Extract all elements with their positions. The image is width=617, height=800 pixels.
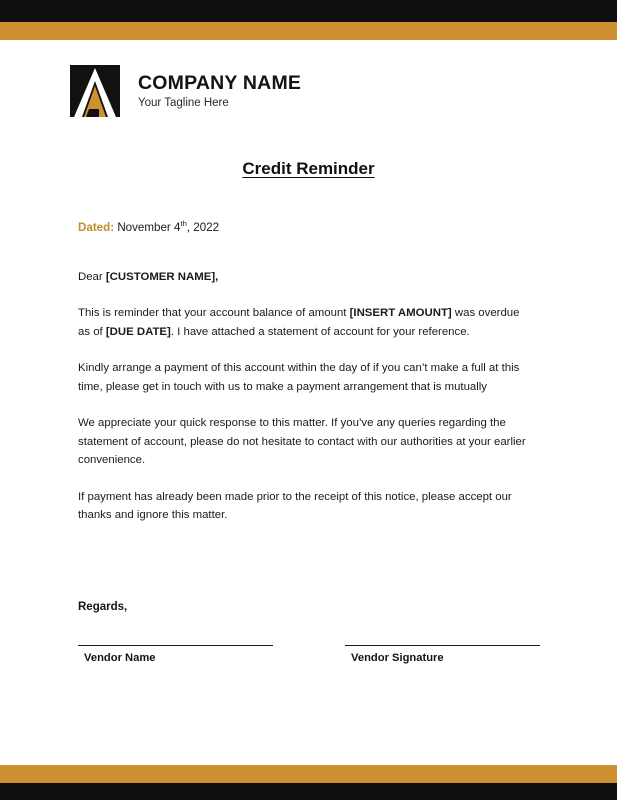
footer-gold-band [0,765,617,783]
inline-text: If payment has already been made prior to the receipt of this notice, please accept our thanks and ignore this matter. [78,490,512,522]
footer-black-band [0,783,617,800]
letter-content [0,40,617,765]
inline-text: was overdue as of [78,307,520,338]
signature-spacer [273,645,345,664]
header-black-band [0,0,617,22]
page-title: Credit Reminder [242,159,375,178]
paragraph-3 [78,414,533,469]
vendor-signature-field [345,645,540,664]
date-month-day: November 4 [117,221,181,234]
date-value [117,221,219,234]
letterhead [0,40,617,117]
company-name: COMPANY NAME [138,71,302,94]
inline-text: This is reminder that your account balance of amount [78,307,350,320]
inline-text: We appreciate your quick response to this matter. If you’ve any queries regarding the statement of account, please do not hesitate to contact with our authorities at your earlier convenience. [78,417,526,467]
inline-placeholder: [DUE DATE] [105,325,171,338]
inline-placeholder: [INSERT AMOUNT] [349,307,452,320]
letter-body [78,268,533,525]
vendor-signature-label: Vendor Signature [351,651,444,664]
date-year: , 2022 [186,221,220,234]
date-ordinal-suffix: th [180,219,187,229]
vendor-name-field [78,645,273,664]
vendor-name-signature-line [78,645,273,646]
company-tagline: Your Tagline Here [138,97,229,110]
date-label: Dated: [78,221,115,234]
paragraph-2 [78,359,533,396]
inline-text: Kindly arrange a payment of this account within the day of if you can’t make a full at this time, please get in touch with us to make a payment arrangement that is mutually [78,362,520,393]
header-gold-band [0,22,617,40]
closing-salutation: Regards, [78,600,128,613]
paragraph-4 [78,488,533,525]
salutation-customer-placeholder: [CUSTOMER NAME], [105,271,219,283]
letter-a-monogram-icon [70,65,120,117]
signature-row [78,645,540,664]
vendor-signature-line [345,645,540,646]
date-line [78,221,617,234]
brand-text-block [138,72,301,111]
paragraph-1 [78,304,533,341]
salutation-prefix: Dear [78,271,106,283]
vendor-name-label: Vendor Name [84,651,156,664]
salutation [78,268,533,286]
inline-text: . I have attached a statement of account for your reference. [170,325,470,338]
